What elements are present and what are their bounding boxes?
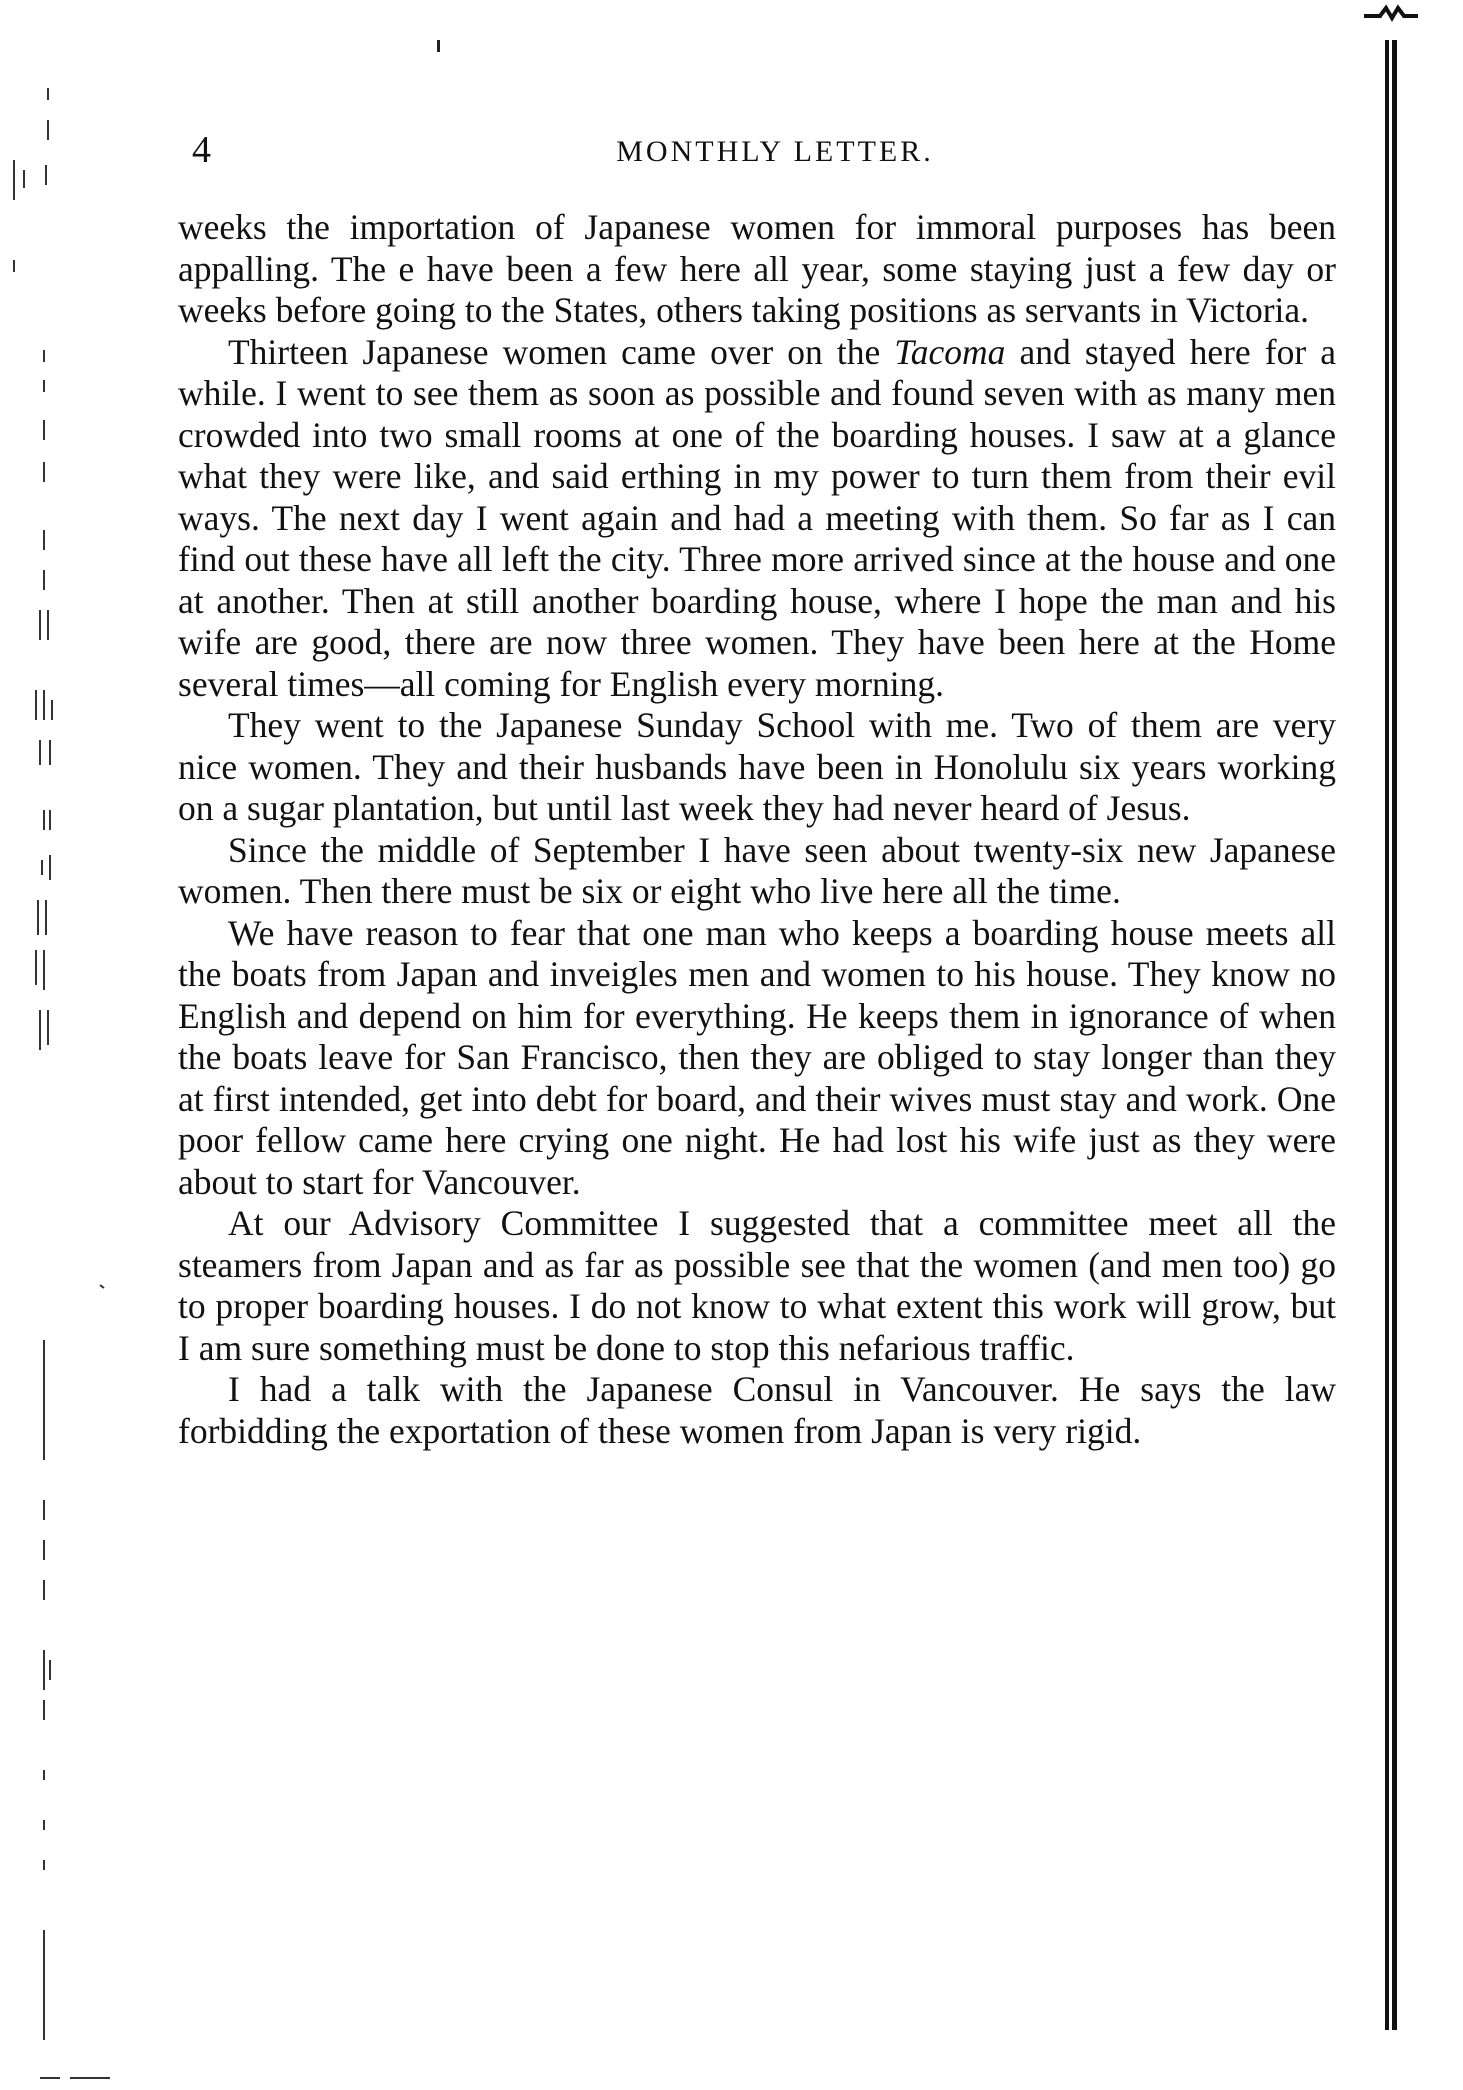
- binding-ornament: [1360, 4, 1420, 28]
- running-title: MONTHLY LETTER.: [616, 135, 934, 168]
- paragraph-4: Since the middle of September I have seen about twenty-six new Japanese women. Then there must be six or eight who live here all the time.: [178, 829, 1336, 911]
- paragraph-7: I had a talk with the Japanese Consul in Vancouver. He says the law forbidding the exportation of these women from Japan is very rigid.: [178, 1369, 1336, 1451]
- running-head: [190, 128, 1330, 172]
- ship-name-italic: Tacoma: [894, 331, 1006, 372]
- paragraph-3: They went to the Japanese Sunday School with me. Two of them are very nice women. They and their husbands have been in Honolulu six years working on a sugar plantation, but until last week they had never heard of Jesus.: [178, 705, 1336, 828]
- stray-ink-mark: [437, 40, 440, 52]
- page-number: 4: [192, 129, 211, 171]
- paragraph-5: We have reason to fear that one man who keeps a boarding house meets all the boats from Japan and inveigles men and women to his house. They know no English and depend on him for everything. He keeps them in ignorance of when the boats leave for San Francisco, then they are obliged to stay longer than they at first intended, get into debt for board, and their wives must stay and work. One poor fellow came here crying one night. He had lost his wife just as they were about to start for Vancouver.: [178, 912, 1336, 1202]
- left-margin-bleed-marks: [0, 0, 120, 2090]
- paragraph-1: weeks the importation of Japanese women for immoral purposes has been appalling. The e have been a few here all year, some staying just a few day or weeks before going to the States, others taking positions as servants in Victoria.: [178, 207, 1336, 330]
- binding-edge-rule: [1385, 40, 1397, 2030]
- body-text: [178, 207, 1336, 1452]
- paragraph-2: [178, 332, 1336, 706]
- paragraph-2-rest: and stayed here for a while. I went to see them as soon as possible and found seven with as many men crowded into two small rooms at one of the boarding houses. I saw at a glance what they were like, and said erthing in my power to turn them from their evil ways. The next day I went again and had a meeting with them. So far as I can find out these have all left the city. Three more arrived since at the house and one at another. Then at still another boarding house, where I hope the man and his wife are good, there are now three women. They have been here at the Home several times—all coming for English every morning.: [178, 331, 1336, 704]
- paragraph-6: At our Advisory Committee I suggested that a committee meet all the steamers from Japan and as far as possible see that the women (and men too) go to proper boarding houses. I do not know to what extent this work will grow, but I am sure something must be done to stop this nefarious traffic.: [178, 1203, 1336, 1368]
- paragraph-2-lead: Thirteen Japanese women came over on the: [228, 331, 895, 372]
